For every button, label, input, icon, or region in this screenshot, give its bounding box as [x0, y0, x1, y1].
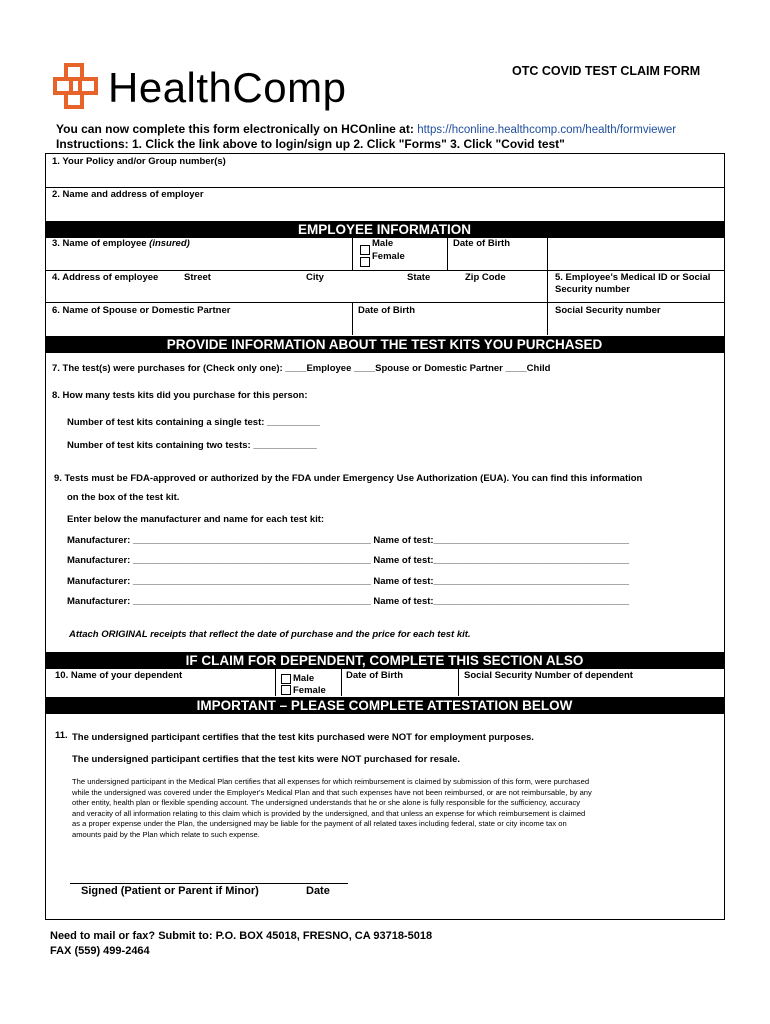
fine-print-line: The undersigned participant in the Medical Plan certifies that all expenses for which reimbursement is claimed by submission of this form, were purchased [72, 777, 590, 786]
state-label: State [407, 272, 431, 283]
test-kits-bar: PROVIDE INFORMATION ABOUT THE TEST KITS YOU PURCHASED [45, 336, 724, 353]
fine-print-line: while the undersigned was covered under the Employer's Medical Plan and that such expenses have not been reimbursed, or are not reimbursable, by any [72, 787, 592, 797]
employee-female-label: Female [372, 251, 405, 262]
dependent-ssn-label: Social Security Number of dependent [464, 670, 633, 681]
form-left-border [45, 153, 46, 919]
q9-fda-line1: 9. Tests must be FDA-approved or authorized by the FDA under Emergency Use Authorization (EUA). You can find this information [54, 473, 643, 484]
form-title: OTC COVID TEST CLAIM FORM [512, 64, 701, 78]
city-label: City [306, 272, 324, 283]
divider [45, 187, 725, 188]
employee-male-label: Male [372, 238, 394, 249]
q3-text: 3. Name of employee [52, 238, 147, 249]
street-label: Street [184, 272, 211, 283]
fine-print-line: and veracity of all information relating to this claim which is provided by the undersigned, and that unless an expense for which reimbursement is claimed [72, 808, 586, 818]
q5-medical-id-label: 5. Employee's Medical ID or Social [555, 272, 711, 283]
date-label: Date [306, 885, 330, 897]
dependent-female-label: Female [293, 685, 326, 696]
attestation-fine-print [72, 777, 712, 841]
divider [447, 238, 448, 270]
online-intro [56, 122, 676, 136]
divider [352, 238, 353, 270]
dependent-male-checkbox[interactable] [281, 674, 291, 684]
q9-fda-line2: on the box of the test kit. [67, 492, 180, 503]
form-right-border [724, 153, 725, 919]
form-top-border [45, 153, 725, 154]
q2-employer-label: 2. Name and address of employer [52, 189, 204, 200]
divider [547, 270, 548, 302]
attach-receipts-note: Attach ORIGINAL receipts that reflect the date of purchase and the price for each test kit. [69, 629, 471, 640]
dependent-male-label: Male [293, 673, 315, 684]
attest-employment: The undersigned participant certifies that the test kits purchased were NOT for employment purposes. [72, 732, 534, 743]
fine-print-line: other entity, health plan or flexible spending account. The undersigned understands that he or she alone is fully responsible for the sufficiency, accuracy [72, 798, 581, 808]
divider [275, 669, 276, 696]
enter-below: Enter below the manufacturer and name for each test kit: [67, 514, 325, 525]
form-bottom-border [45, 919, 725, 920]
divider [547, 238, 548, 270]
online-intro-text: You can now complete this form electronically on HCOnline at: [56, 122, 414, 136]
dependent-bar: IF CLAIM FOR DEPENDENT, COMPLETE THIS SECTION ALSO [45, 652, 724, 669]
q6-spouse-label: 6. Name of Spouse or Domestic Partner [52, 305, 231, 316]
two-test-count: Number of test kits containing two tests: ____________ [67, 440, 317, 451]
single-test-count: Number of test kits containing a single test: __________ [67, 417, 320, 428]
q11-number: 11. [55, 730, 68, 741]
attestation-bar: IMPORTANT – PLEASE COMPLETE ATTESTATION BELOW [45, 697, 724, 714]
spouse-ssn-label: Social Security number [555, 305, 661, 316]
divider [547, 302, 548, 335]
employee-dob-label: Date of Birth [453, 238, 510, 249]
zip-label: Zip Code [465, 272, 506, 283]
q8-how-many: 8. How many tests kits did you purchase for this person: [52, 390, 308, 401]
manufacturer-row[interactable]: Manufacturer: _____________________________________________ Name of test:_____________________________________ [67, 535, 630, 546]
divider [45, 302, 725, 303]
attest-resale: The undersigned participant certifies that the test kits were NOT purchased for resale. [72, 754, 461, 765]
dependent-female-checkbox[interactable] [281, 685, 291, 695]
divider [458, 669, 459, 696]
healthcomp-logo-icon [52, 62, 100, 110]
q3-employee-name-label [52, 238, 190, 249]
manufacturer-row[interactable]: Manufacturer: _____________________________________________ Name of test:_____________________________________ [67, 555, 630, 566]
signed-label: Signed (Patient or Parent if Minor) [81, 885, 259, 897]
q5-medical-id-label-2: Security number [555, 284, 630, 295]
fine-print-line: as a proper expense under the Plan, the undersigned may be liable for the payment of all related taxes including federal, state or city income tax on [72, 819, 567, 829]
q3-insured-note: (insured) [149, 238, 190, 249]
logo-text: HealthComp [108, 64, 347, 111]
signature-line[interactable] [70, 883, 348, 884]
employee-male-checkbox[interactable] [360, 245, 370, 255]
instructions: Instructions: 1. Click the link above to login/sign up 2. Click "Forms" 3. Click "Covid test" [56, 137, 565, 151]
employee-female-checkbox[interactable] [360, 257, 370, 267]
q7-purchased-for: 7. The test(s) were purchases for (Check only one): ____Employee ____Spouse or Domestic Partner ____Child [52, 363, 551, 374]
q1-policy-label: 1. Your Policy and/or Group number(s) [52, 156, 226, 167]
manufacturer-row[interactable]: Manufacturer: _____________________________________________ Name of test:_____________________________________ [67, 596, 630, 607]
q10-dependent-name: 10. Name of your dependent [55, 670, 183, 681]
manufacturer-row[interactable]: Manufacturer: _____________________________________________ Name of test:_____________________________________ [67, 576, 630, 587]
healthcomp-logo [52, 62, 402, 112]
formviewer-link[interactable]: https://hconline.healthcomp.com/health/formviewer [417, 124, 677, 136]
divider [341, 669, 342, 696]
fine-print-line: amounts paid by the Plan which relate to such expense. [72, 829, 260, 839]
spouse-dob-label: Date of Birth [358, 305, 415, 316]
divider [45, 270, 725, 271]
fax-number: FAX (559) 499-2464 [50, 945, 150, 957]
divider [352, 302, 353, 335]
dependent-dob-label: Date of Birth [346, 670, 403, 681]
q4-address-label: 4. Address of employee [52, 272, 159, 283]
employee-info-bar: EMPLOYEE INFORMATION [45, 221, 724, 238]
mail-address: Need to mail or fax? Submit to: P.O. BOX 45018, FRESNO, CA 93718-5018 [50, 930, 433, 942]
